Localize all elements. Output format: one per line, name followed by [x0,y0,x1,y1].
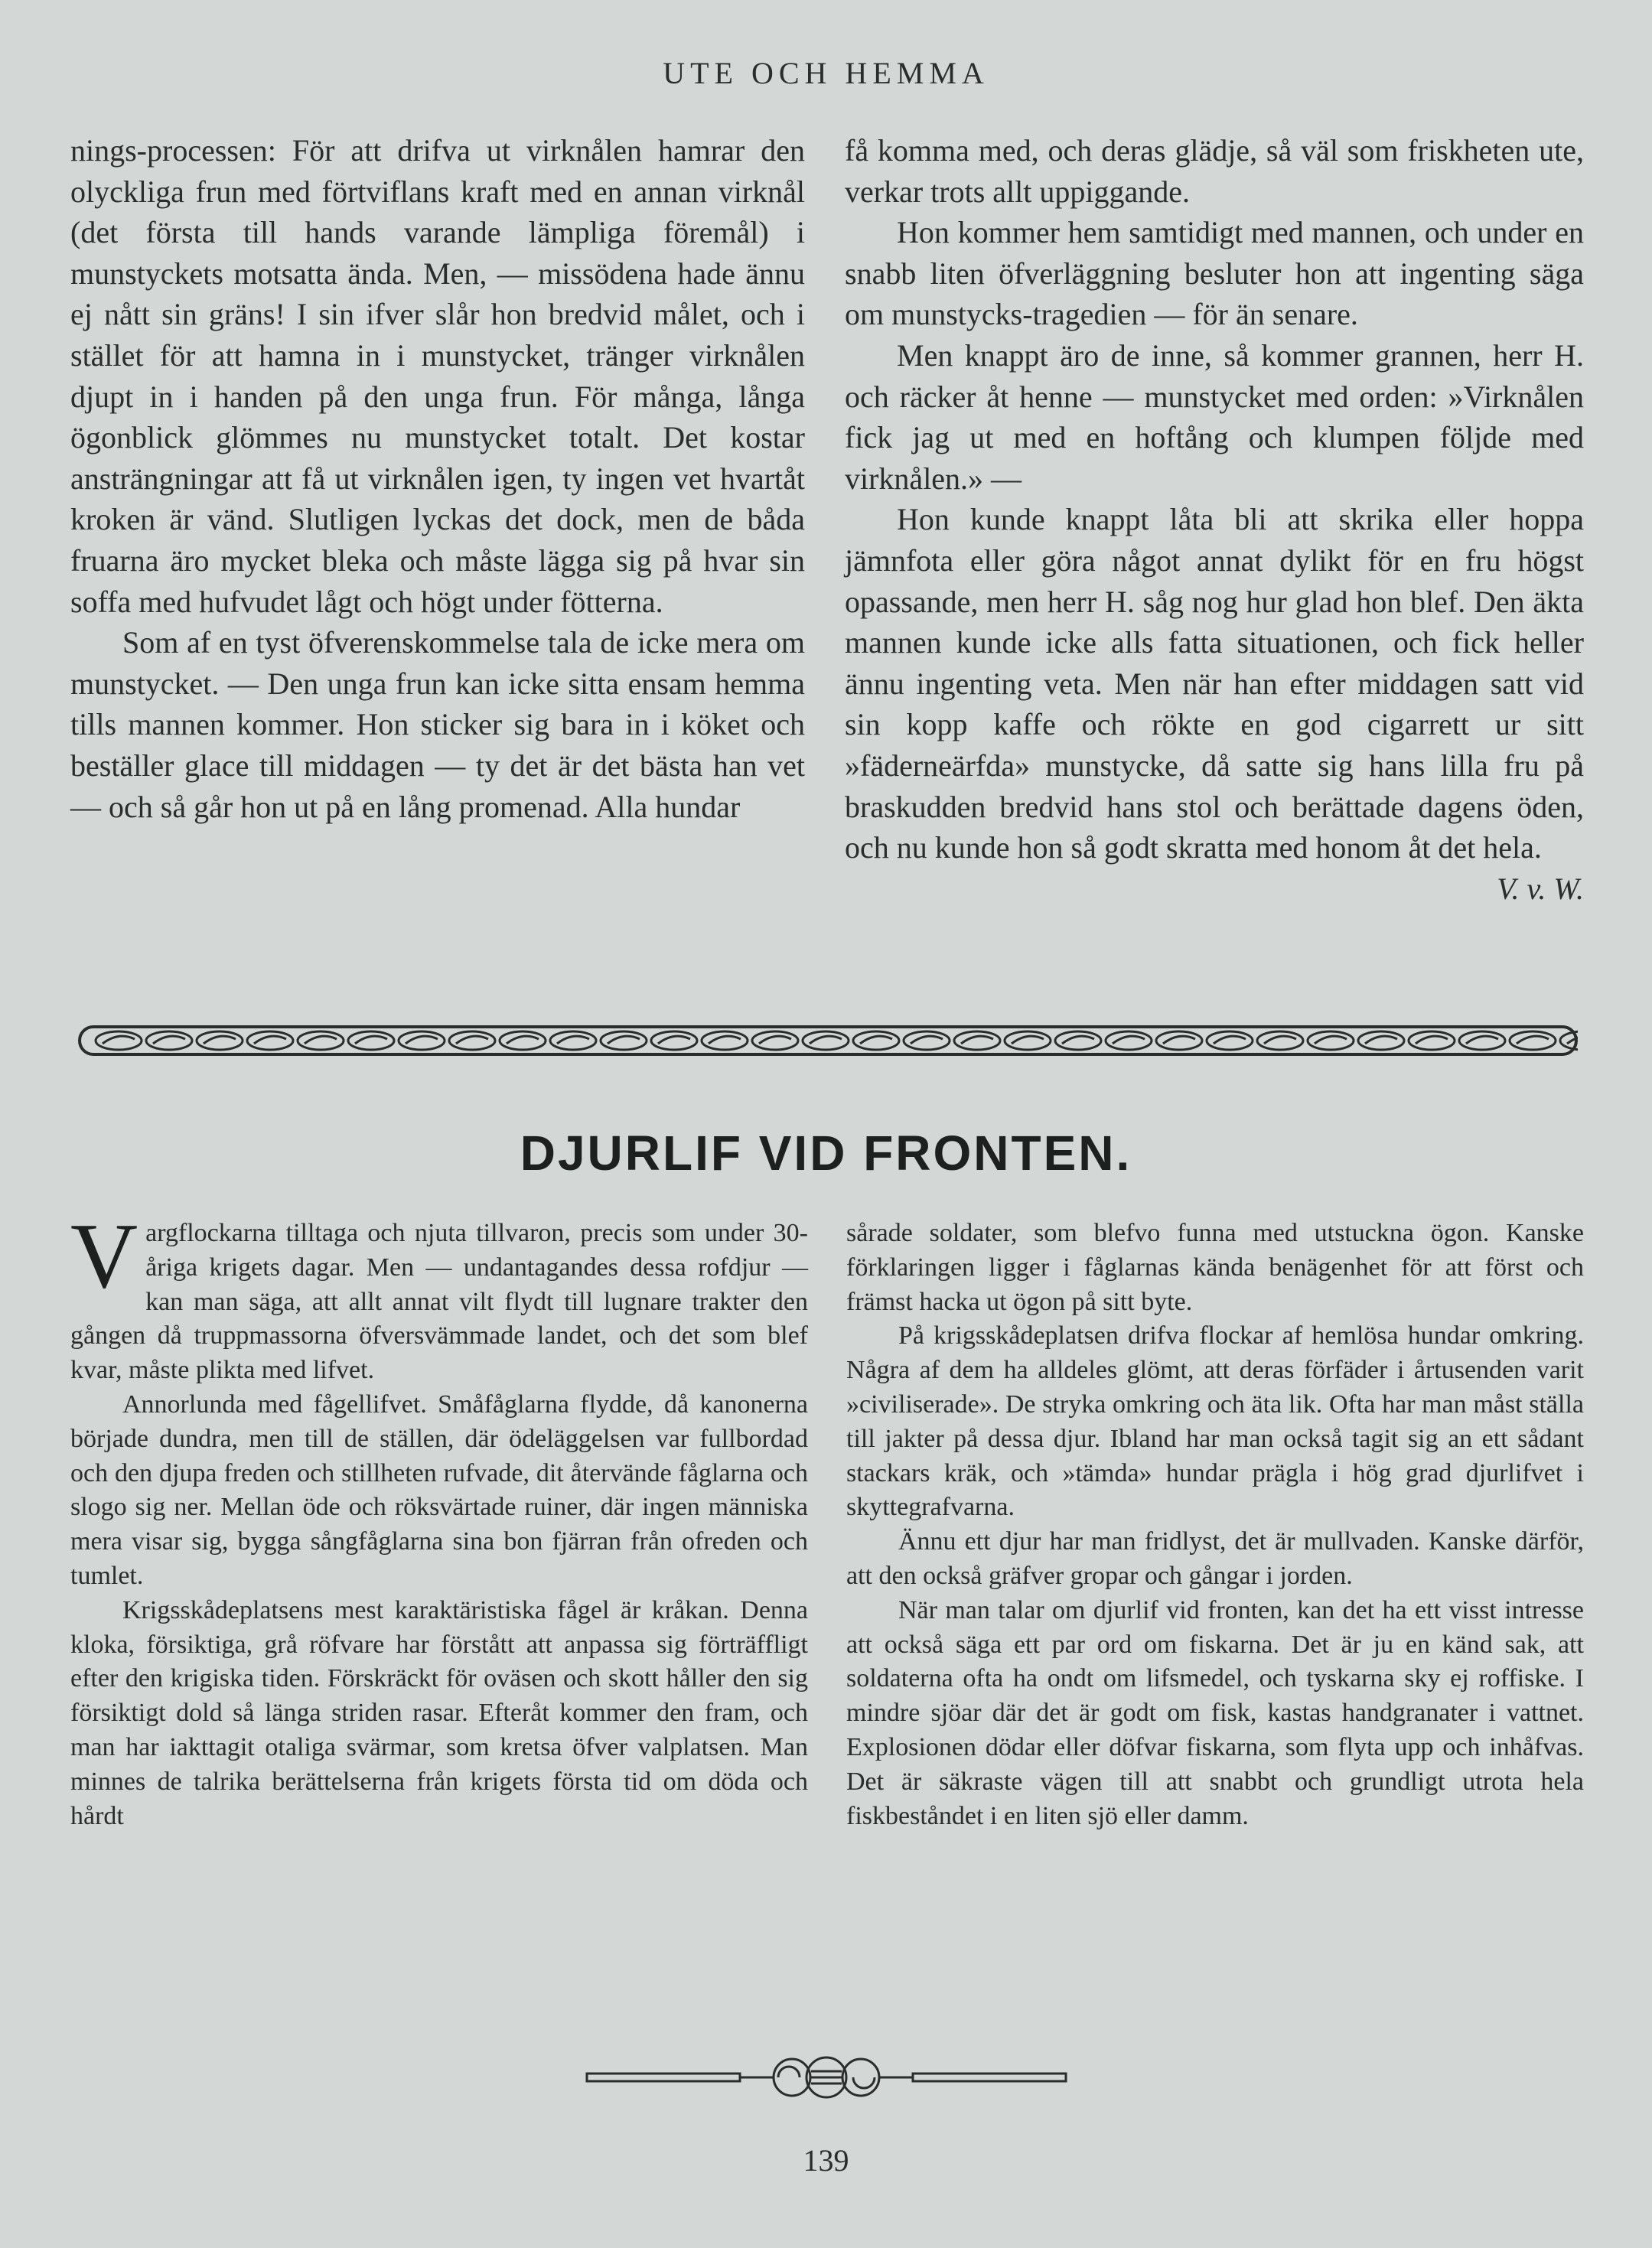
article-right-column [846,1217,1584,1833]
paragraph-text: Hon kunde knappt låta bli att skrika eller hoppa jämnfota eller göra något annat dylikt för en fru högst opassande, men herr H. såg nog hur glad hon blef. Den äkta mannen kunde icke alls fatta situationen, och fick heller ännu ingenting veta. Men när han efter middagen satt vid sin kopp kaffe och rökte en god cigarrett ur sitt »fäderneärfda» munstycke, då satte sig hans lilla fru på braskudden bredvid hans stol och berättade dagens öden, och nu kunde hon så godt skratta med honom åt det hela. [845,502,1584,865]
chain-link [702,1031,748,1050]
chain-link-twist [1315,1036,1347,1044]
chain-link [1308,1031,1354,1050]
chain-link [399,1031,445,1050]
chain-link [1005,1031,1051,1050]
chain-link-twist [557,1036,589,1044]
decorative-chain-border [78,1022,1578,1059]
chain-link-twist [1062,1036,1094,1044]
chain-link-twist [961,1036,993,1044]
paragraph-text: argflockarna tilltaga och njuta tillvaron, precis som under 30-åriga krigets dagar. Men — undantagandes dessa rofdjur — kan man säga, att allt annat vilt flydt till lugnare trakter den gången då truppmassorna öfversvämmade landet, och det som blef kvar, måste plikta med lifvet. [70,1219,808,1385]
chain-link-twist [1012,1036,1044,1044]
chain-link-twist [456,1036,488,1044]
chain-link-twist [507,1036,539,1044]
running-head: UTE OCH HEMMA [663,56,989,90]
chain-link-twist [608,1036,640,1044]
chain-link [651,1031,697,1050]
paragraph: Som af en tyst öfverenskommelse tala de icke mera om munstycket. — Den unga frun kan icke sitta ensam hemma tills mannen kommer. Hon sticker sig bara in i köket och beställer glace till middagen — ty det är det bästa han vet — och så går hon ut på en lång promenad. Alla hundar [70,625,805,824]
page-number: 139 [803,2143,849,2178]
chain-link [550,1031,596,1050]
chain-link [1156,1031,1202,1050]
chain-link [348,1031,394,1050]
chain-link [197,1031,243,1050]
paragraph: När man talar om djurlif vid fronten, kan det ha ett visst intresse att också säga ett par ord om fiskarna. Det är ju en känd sak, att soldaterna ofta ha ondt om lifsmedel, och tyskarna sky ej roffiske. I mindre sjöar där det är godt om fisk, kastas handgranater i vattnet. Explosionen dödar eller döfvar fiskarna, som flyta upp och inhåfvas. Det är säkraste vägen till att snabbt och grundligt utrota hela fiskbeståndet i en liten sjö eller damm. [846,1595,1584,1830]
chain-link-twist [911,1036,943,1044]
chain-link-twist [709,1036,741,1044]
chain-link-twist [1113,1036,1145,1044]
chain-link-twist [1517,1036,1549,1044]
prev-article-left-column [70,130,805,827]
prev-article-right-column [845,130,1584,909]
chain-link [500,1031,546,1050]
chain-link [601,1031,647,1050]
chain-link [954,1031,1000,1050]
chain-link-twist [406,1036,438,1044]
chain-link [853,1031,899,1050]
chain-link [1358,1031,1404,1050]
paragraph [70,1204,808,1388]
chain-link [247,1031,293,1050]
author-signature: V. v. W. [1497,871,1584,906]
chain-link [803,1031,849,1050]
chain-link-twist [355,1036,387,1044]
chain-link [1409,1031,1455,1050]
chain-link [1207,1031,1253,1050]
paragraph: sårade soldater, som blefvo funna med utstuckna ögon. Kanske förklaringen ligger i fåglarnas kända benägenhet för att först och främst hacka ut ögon på sitt byte. [846,1219,1584,1316]
chain-link [904,1031,950,1050]
chain-link-twist [204,1036,236,1044]
chain-link-twist [759,1036,791,1044]
chain-link-twist [810,1036,842,1044]
paragraph: få komma med, och deras glädje, så väl som friskheten ute, verkar trots allt uppiggande. [845,133,1584,209]
paragraph: Krigsskådeplatsens mest karaktäristiska fågel är kråkan. Denna kloka, försiktiga, grå röfvare har förstått att anpassa sig förträffligt efter den krigiska tiden. Förskräckt för oväsen och skott håller den sig försiktigt dold så länga striden rasar. Efteråt kommer den fram, och man har iakttagit otaliga svärmar, som kretsa öfver valplatsen. Man minnes de talrika berättelserna från krigets första tid om döda och hårdt [70,1595,808,1830]
decorative-ornament [585,2054,1067,2100]
chain-link [752,1031,798,1050]
paragraph: nings-processen: För att drifva ut virknålen hamrar den olyckliga frun med förtviflans kraft med en annan virknål (det första till hands varande lämpliga föremål) i munstyckets motsatta ända. Men, — missödena hade ännu ej nått sin gräns! I sin ifver slår hon bredvid målet, och i stället för att hamna in i munstycket, tränger virknålen djupt in i handen på den unga frun. För många, långa ögonblick glömmes nu munstycket totalt. Det kostar ansträngningar att få ut virknålen igen, ty ingen vet hvartåt kroken är vänd. Slutligen lyckas det dock, men de båda fruarna äro mycket bleka och måste lägga sig på hvar sin soffa med hufvudet lågt och högt under fötterna. [70,133,805,619]
chain-link-twist [1214,1036,1246,1044]
chain-link [1106,1031,1152,1050]
chain-link-twist [1365,1036,1397,1044]
paragraph: Annorlunda med fågellifvet. Småfåglarna flydde, då kanonerna började dundra, men till de ställen, där ödeläggelsen var fullbordad och den djupa freden och stillheten rufvade, dit återvände fåglarna och slogo sig ner. Mellan öde och röksvärtade ruiner, där ingen människa mera visar sig, bygga sångfåglarna sina bon fjärran från ofreden och tumlet. [70,1390,808,1590]
chain-link-twist [1163,1036,1195,1044]
article-title: DJURLIF VID FRONTEN. [520,1126,1132,1181]
paragraph: Ännu ett djur har man fridlyst, det är mullvaden. Kanske därför, att den också gräfver gropar och gångar i jorden. [846,1527,1584,1590]
drop-cap: V [70,1204,138,1308]
chain-link-twist [860,1036,892,1044]
chain-link [146,1031,192,1050]
chain-link [298,1031,344,1050]
chain-link [1459,1031,1505,1050]
chain-link [1055,1031,1101,1050]
chain-link-twist [254,1036,286,1044]
chain-link [1257,1031,1303,1050]
paragraph: På krigsskådeplatsen drifva flockar af hemlösa hundar omkring. Några af dem ha alldeles glömt, att deras förfäder i årtusenden varit »civiliserade». De stryka omkring och äta lik. Ofta har man måst ställa till jakter på dessa djur. Ibland har man också tagit sig an ett sådant stackars kräk, och »tämda» hundar prägla i hög grad djurlifvet i skyttegrafvarna. [846,1321,1584,1522]
chain-link-twist [153,1036,185,1044]
chain-link-twist [1416,1036,1448,1044]
paragraph [845,499,1584,906]
chain-link [449,1031,495,1050]
chain-link-twist [103,1036,135,1044]
chain-link-twist [1466,1036,1498,1044]
article-left-column [70,1204,808,1833]
chain-link-twist [1264,1036,1296,1044]
paragraph: Men knappt äro de inne, så kommer grannen, herr H. och räcker åt henne — munstycket med orden: »Virknålen fick jag ut med en hoftång och klumpen följde med virknålen.» — [845,337,1584,496]
chain-link-twist [658,1036,690,1044]
paragraph: Hon kommer hem samtidigt med mannen, och under en snabb liten öfverläggning besluter hon att ingenting säga om munstycks-tragedien — för än senare. [845,215,1584,332]
chain-link-twist [305,1036,337,1044]
chain-link [1510,1031,1556,1050]
chain-link [96,1031,142,1050]
